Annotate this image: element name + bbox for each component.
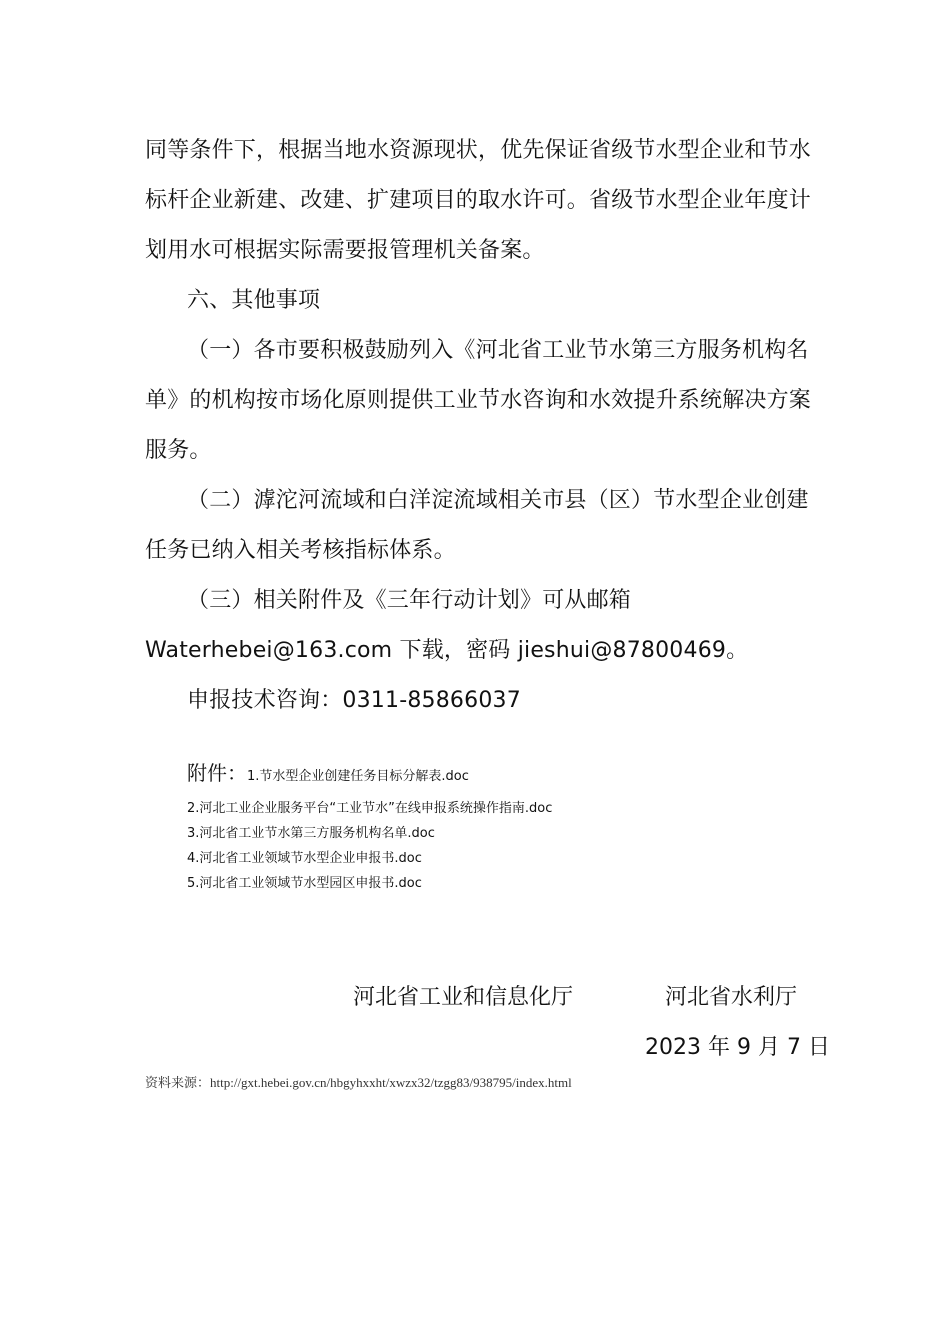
attachment-link-1[interactable]: 1.节水型企业创建任务目标分解表.doc <box>247 769 469 784</box>
email-download-line: Waterhebei@163.com 下载，密码 jieshui@87800469。 <box>145 638 749 663</box>
attachment-link-4[interactable]: 4.河北省工业领域节水型企业申报书.doc <box>187 851 422 866</box>
body-line-3: 划用水可根据实际需要报管理机关备案。 <box>145 238 545 263</box>
attachment-link-2[interactable]: 2.河北工业企业服务平台“工业节水”在线申报系统操作指南.doc <box>187 801 553 816</box>
body-line-7: 服务。 <box>145 438 212 463</box>
body-line-2: 标杆企业新建、改建、扩建项目的取水许可。省级节水型企业年度计 <box>145 188 812 213</box>
body-line-1: 同等条件下，根据当地水资源现状，优先保证省级节水型企业和节水 <box>145 138 812 163</box>
body-line-10: （三）相关附件及《三年行动计划》可从邮箱 <box>187 588 632 613</box>
tech-consult-line: 申报技术咨询：0311-85866037 <box>187 688 521 713</box>
signature-org-1: 河北省工业和信息化厅 <box>353 985 574 1010</box>
body-line-8: （二）滹沱河流域和白洋淀流域相关市县（区）节水型企业创建 <box>187 488 809 513</box>
body-line-5: （一）各市要积极鼓励列入《河北省工业节水第三方服务机构名 <box>187 338 809 363</box>
signature-date: 2023 年 9 月 7 日 <box>645 1035 830 1060</box>
attachments-header <box>187 760 469 790</box>
source-note: 资料来源：http://gxt.hebei.gov.cn/hbgyhxxht/xwzx32/tzgg83/938795/index.html <box>145 1075 572 1090</box>
body-line-6: 单》的机构按市场化原则提供工业节水咨询和水效提升系统解决方案 <box>145 388 812 413</box>
section-heading-other-matters: 六、其他事项 <box>187 288 321 313</box>
signature-org-2: 河北省水利厅 <box>665 985 798 1010</box>
attachment-link-5[interactable]: 5.河北省工业领域节水型园区申报书.doc <box>187 876 422 891</box>
body-line-9: 任务已纳入相关考核指标体系。 <box>145 538 456 563</box>
attachment-link-3[interactable]: 3.河北省工业节水第三方服务机构名单.doc <box>187 826 435 841</box>
attachments-label: 附件： <box>187 761 247 785</box>
